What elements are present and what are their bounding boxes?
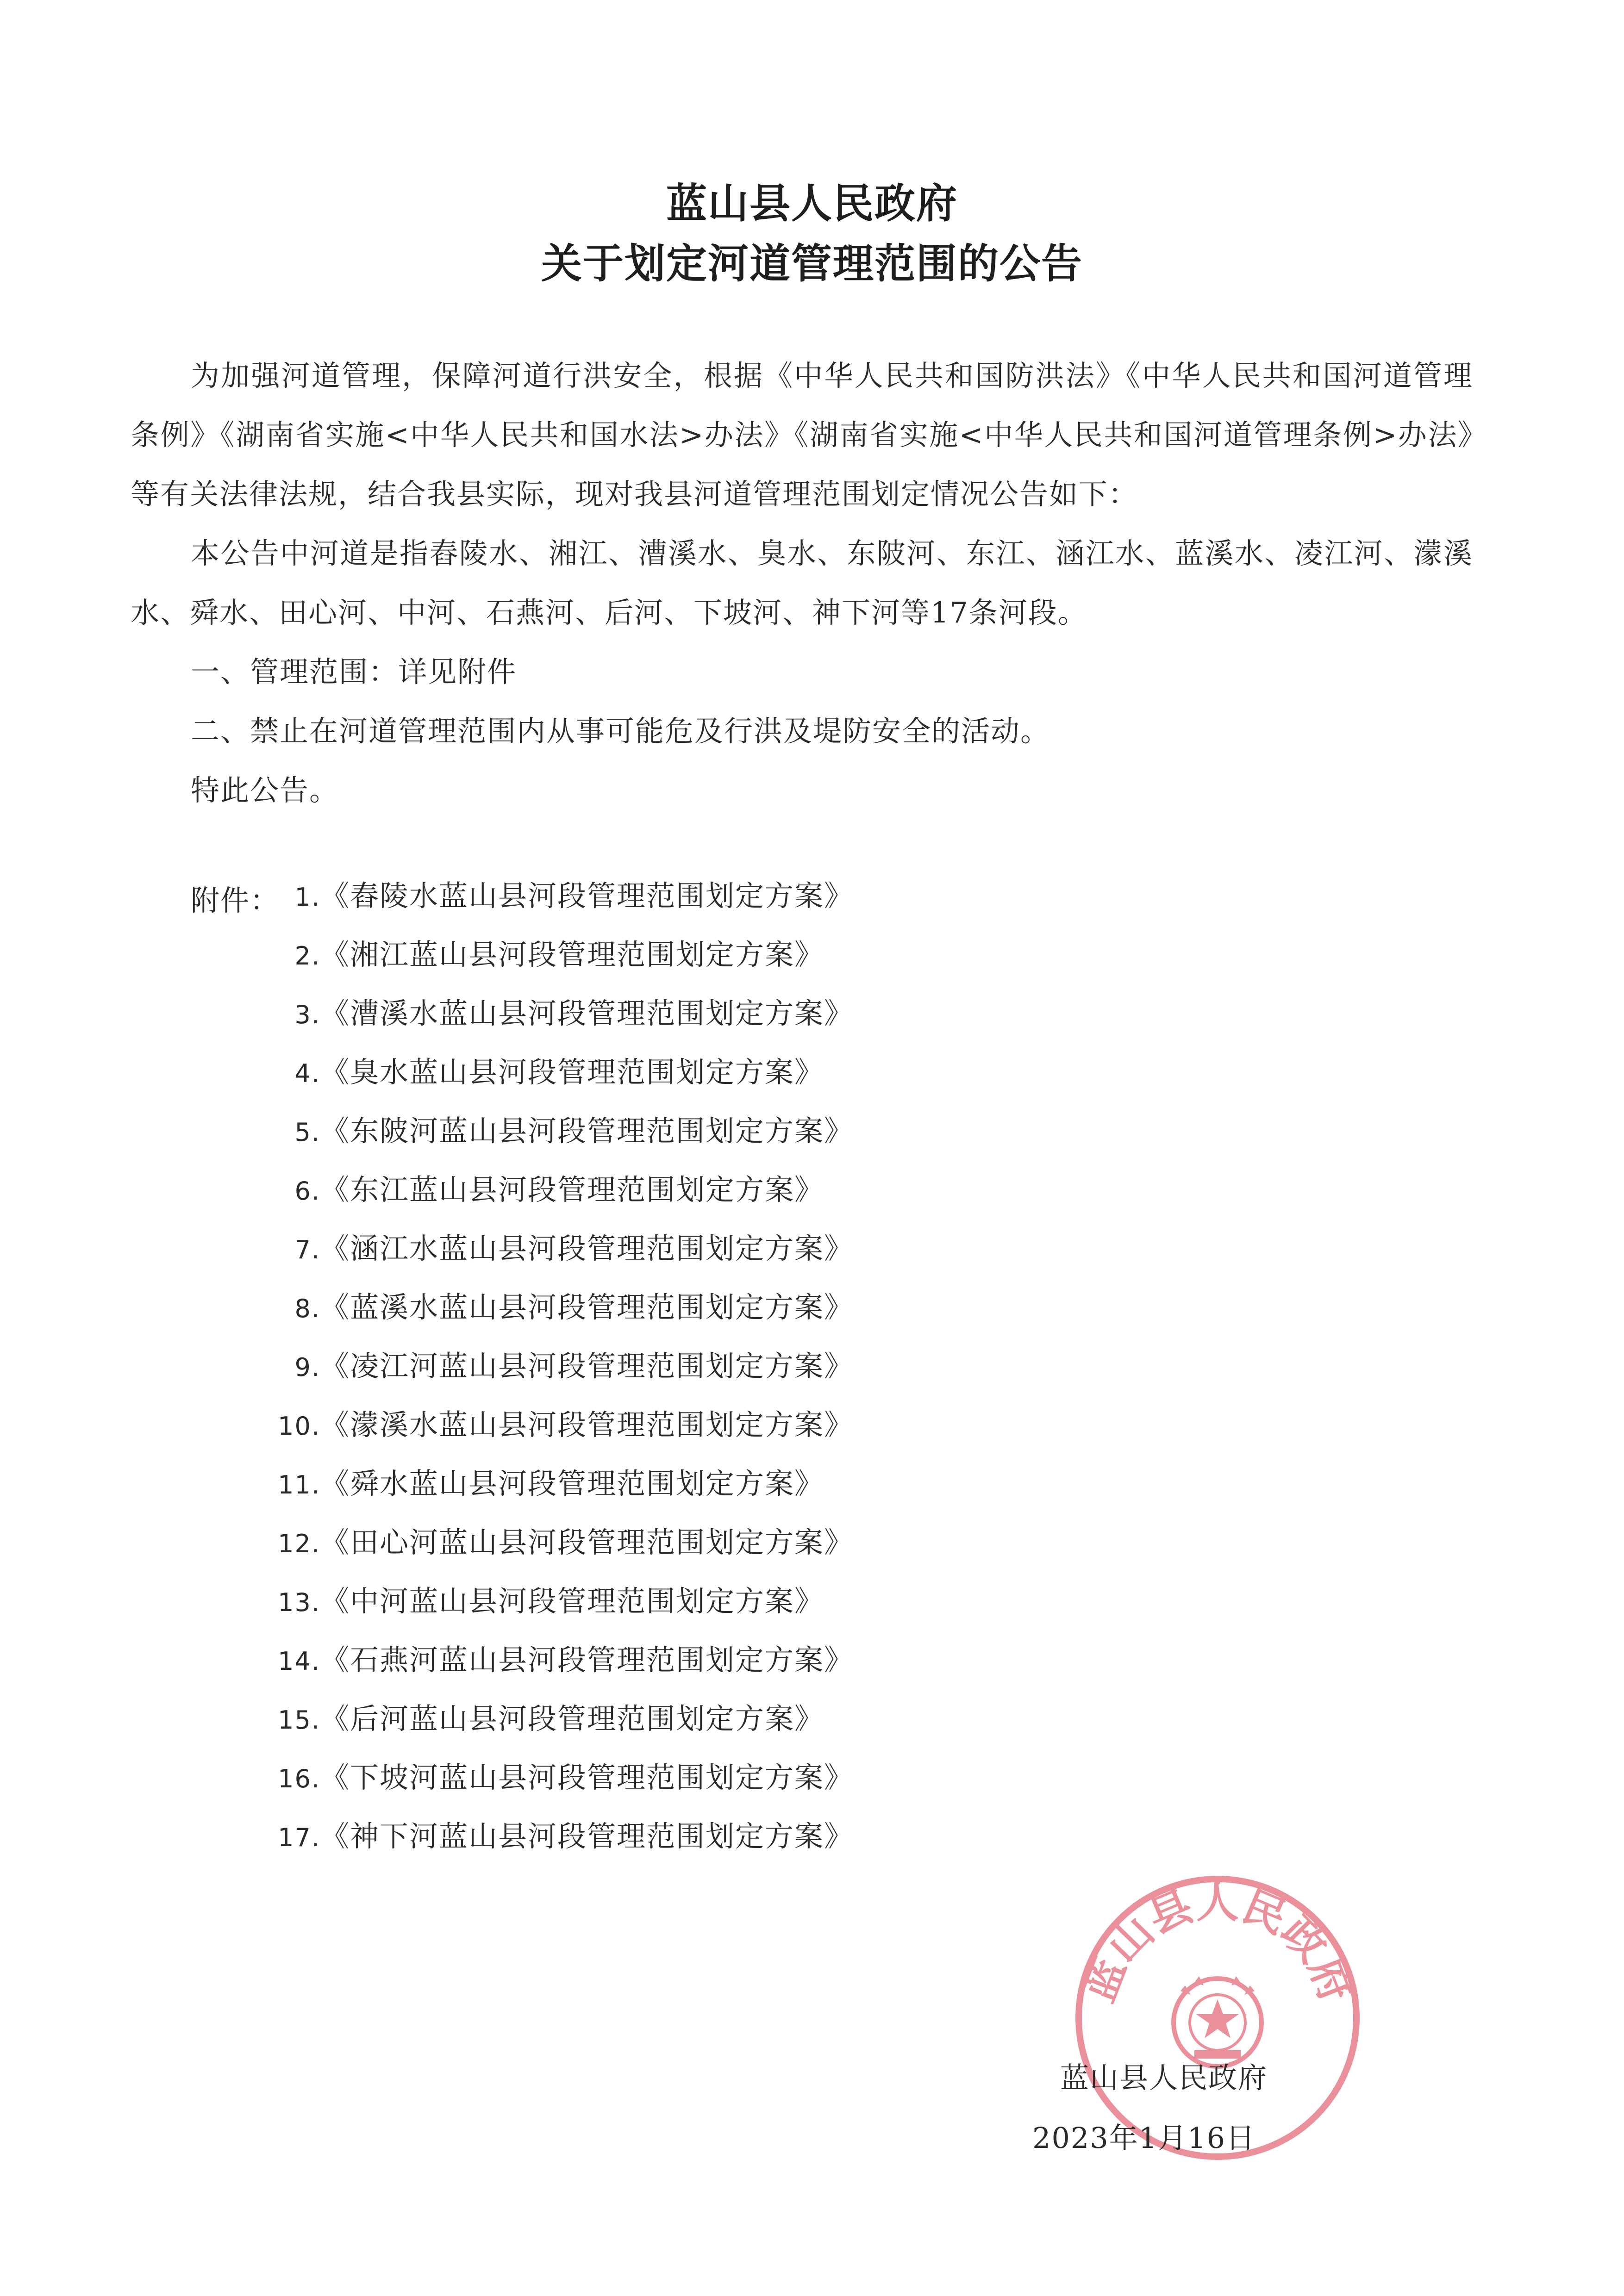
- paragraph-management-scope: [131, 642, 1473, 702]
- attachment-number: 10.: [278, 1412, 320, 1441]
- attachments-list: [265, 877, 854, 1877]
- attachment-number: 3.: [294, 1000, 320, 1029]
- attachment-title: 《舜水蓝山县河段管理范围划定方案》: [320, 1467, 824, 1500]
- attachment-title: 《神下河蓝山县河段管理范围划定方案》: [320, 1819, 854, 1853]
- attachments-label: 附件：: [191, 884, 280, 917]
- attachment-title: 《下坡河蓝山县河段管理范围划定方案》: [320, 1761, 854, 1794]
- paragraph-text: 为加强河道管理，保障河道行洪安全，根据《中华人民共和国防洪法》《中华人民共和国河道管理条例》《湖南省实施<中华人民共和国水法>办法》《湖南省实施<中华人民共和国河道管理条例>办法》等有关法律法规，结合我县实际，现对我县河道管理范围划定情况公告如下：: [131, 359, 1473, 511]
- attachment-title: 《蓝溪水蓝山县河段管理范围划定方案》: [320, 1290, 854, 1324]
- attachment-number: 6.: [294, 1176, 320, 1206]
- attachment-item: [265, 1289, 854, 1348]
- national-emblem-icon: [1174, 1976, 1262, 2066]
- document-title-line1: 蓝山县人民政府: [666, 180, 958, 227]
- attachment-number: 17.: [278, 1823, 320, 1852]
- attachment-title: 《漕溪水蓝山县河段管理范围划定方案》: [320, 996, 854, 1030]
- attachment-item: [265, 995, 854, 1054]
- attachment-number: 1.: [294, 883, 320, 912]
- attachment-item: [265, 1113, 854, 1171]
- paragraph-text: 一、管理范围：详见附件: [191, 655, 517, 689]
- attachment-item: [265, 936, 854, 995]
- attachment-number: 5.: [294, 1118, 320, 1147]
- attachment-title: 《涵江水蓝山县河段管理范围划定方案》: [320, 1232, 854, 1265]
- attachment-number: 2.: [294, 941, 320, 971]
- signature-org: 蓝山县人民政府: [1060, 2061, 1268, 2095]
- paragraph-closing: [131, 761, 1473, 820]
- document-title-line2: 关于划定河道管理范围的公告: [541, 240, 1083, 287]
- attachment-item: [265, 1700, 854, 1759]
- attachment-title: 《中河蓝山县河段管理范围划定方案》: [320, 1584, 824, 1618]
- attachment-item: [265, 1524, 854, 1583]
- attachment-item: [265, 1642, 854, 1700]
- attachment-number: 16.: [278, 1764, 320, 1793]
- attachment-number: 14.: [278, 1647, 320, 1676]
- attachment-title: 《臭水蓝山县河段管理范围划定方案》: [320, 1055, 824, 1089]
- paragraph-legal-basis: [131, 346, 1473, 524]
- attachment-item: [265, 1759, 854, 1818]
- attachment-number: 12.: [278, 1529, 320, 1558]
- paragraph-text: 特此公告。: [191, 773, 339, 807]
- attachment-item: [265, 877, 854, 936]
- attachment-title: 《舂陵水蓝山县河段管理范围划定方案》: [320, 879, 854, 913]
- attachment-number: 11.: [278, 1470, 320, 1500]
- attachment-title: 《湘江蓝山县河段管理范围划定方案》: [320, 938, 824, 971]
- attachment-item: [265, 1583, 854, 1642]
- attachment-item: [265, 1230, 854, 1289]
- attachment-item: [265, 1348, 854, 1406]
- attachment-item: [265, 1818, 854, 1877]
- paragraph-text: 本公告中河道是指舂陵水、湘江、漕溪水、臭水、东陂河、东江、涵江水、蓝溪水、凌江河、濛溪水、舜水、田心河、中河、石燕河、后河、下坡河、神下河等17条河段。: [131, 536, 1473, 629]
- attachment-item: [265, 1465, 854, 1524]
- attachment-number: 9.: [294, 1353, 320, 1382]
- attachment-item: [265, 1406, 854, 1465]
- attachment-title: 《凌江河蓝山县河段管理范围划定方案》: [320, 1349, 854, 1383]
- attachment-title: 《石燕河蓝山县河段管理范围划定方案》: [320, 1643, 854, 1677]
- attachment-title: 《东陂河蓝山县河段管理范围划定方案》: [320, 1114, 854, 1148]
- paragraph-prohibition: [131, 702, 1473, 761]
- attachment-item: [265, 1054, 854, 1113]
- svg-text:蓝山县人民政府: 蓝山县人民政府: [1073, 1877, 1362, 2009]
- attachment-item: [265, 1171, 854, 1230]
- attachment-number: 4.: [294, 1059, 320, 1088]
- attachment-number: 8.: [294, 1294, 320, 1323]
- signature-date: 2023年1月16日: [1032, 2121, 1256, 2155]
- attachment-number: 13.: [278, 1588, 320, 1617]
- attachment-number: 15.: [278, 1705, 320, 1735]
- paragraph-text: 二、禁止在河道管理范围内从事可能危及行洪及堤防安全的活动。: [191, 714, 1050, 748]
- paragraph-river-list: [131, 524, 1473, 642]
- attachment-number: 7.: [294, 1235, 320, 1264]
- attachment-title: 《濛溪水蓝山县河段管理范围划定方案》: [320, 1408, 854, 1442]
- attachment-title: 《东江蓝山县河段管理范围划定方案》: [320, 1173, 824, 1207]
- attachment-title: 《后河蓝山县河段管理范围划定方案》: [320, 1702, 824, 1736]
- attachment-title: 《田心河蓝山县河段管理范围划定方案》: [320, 1525, 854, 1559]
